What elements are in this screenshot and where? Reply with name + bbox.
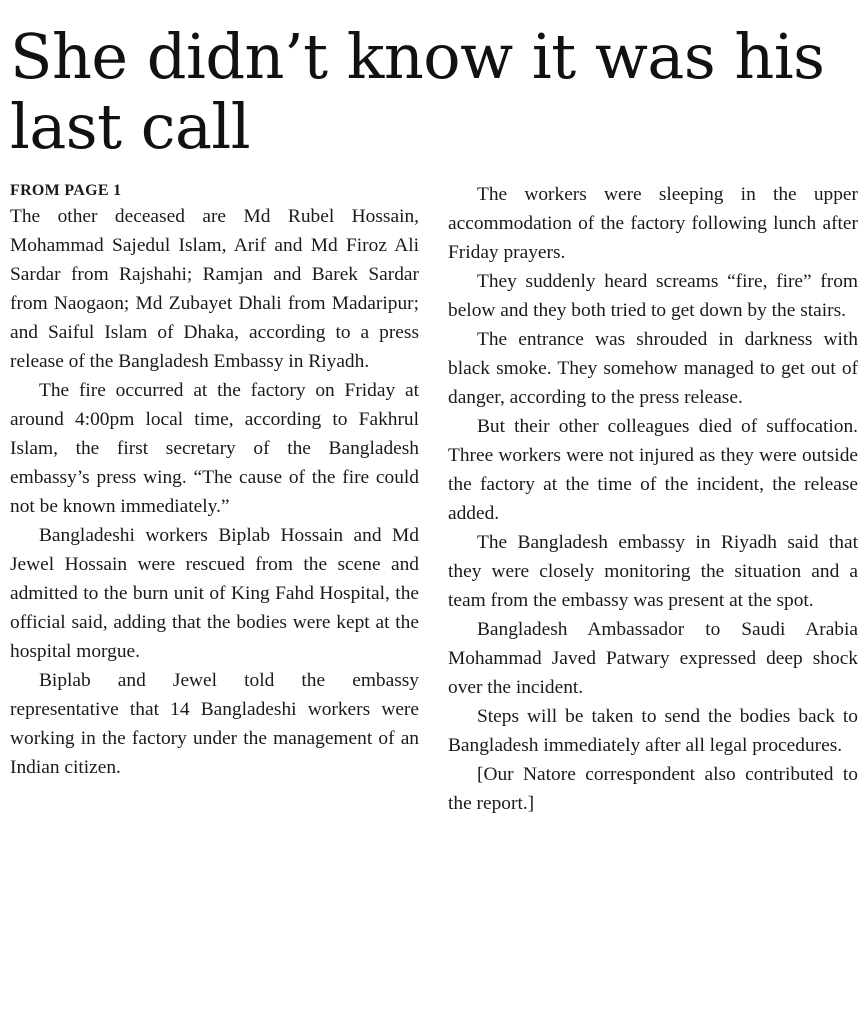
paragraph: Steps will be taken to send the bodies back to Bangladesh immediately after all legal procedures. <box>448 706 858 756</box>
paragraph: The workers were sleeping in the upper accommodation of the factory following lunch after Friday prayers. <box>448 184 858 263</box>
headline <box>10 22 858 162</box>
paragraph: Biplab and Jewel told the embassy representative that 14 Bangladeshi workers were working in the factory under the management of an Indian citizen. <box>10 670 419 778</box>
headline-line-2: last call <box>10 90 251 163</box>
headline-line-1: She didn’t know it was his <box>10 20 825 93</box>
paragraph: Bangladesh Ambassador to Saudi Arabia Mohammad Javed Patwary expressed deep shock over the incident. <box>448 619 858 698</box>
continuation-kicker: FROM PAGE 1 <box>10 182 122 199</box>
article <box>10 20 858 814</box>
right-column <box>448 180 858 818</box>
paragraph: But their other colleagues died of suffocation. Three workers were not injured as they were outside the factory at the time of the incident, the release added. <box>448 416 858 524</box>
paragraph: They suddenly heard screams “fire, fire” from below and they both tried to get down by the stairs. <box>448 271 858 321</box>
paragraph: Bangladeshi workers Biplab Hossain and Md Jewel Hossain were rescued from the scene and admitted to the burn unit of King Fahd Hospital, the official said, adding that the bodies were kept at the hospital morgue. <box>10 525 419 662</box>
paragraph: The Bangladesh embassy in Riyadh said that they were closely monitoring the situation and a team from the embassy was present at the spot. <box>448 532 858 611</box>
paragraph: The entrance was shrouded in darkness with black smoke. They somehow managed to get out of danger, according to the press release. <box>448 329 858 408</box>
left-column <box>10 180 419 782</box>
paragraph: The fire occurred at the factory on Friday at around 4:00pm local time, according to Fakhrul Islam, the first secretary of the Bangladesh embassy’s press wing. “The cause of the fire could not be known immediately.” <box>10 380 419 517</box>
paragraph: [Our Natore correspondent also contributed to the report.] <box>448 764 858 814</box>
paragraph: The other deceased are Md Rubel Hossain, Mohammad Sajedul Islam, Arif and Md Firoz Ali Sardar from Rajshahi; Ramjan and Barek Sardar from Naogaon; Md Zubayet Dhali from Madaripur; and Saiful Islam of Dhaka, according to a press release of the Bangladesh Embassy in Riyadh. <box>10 206 419 372</box>
